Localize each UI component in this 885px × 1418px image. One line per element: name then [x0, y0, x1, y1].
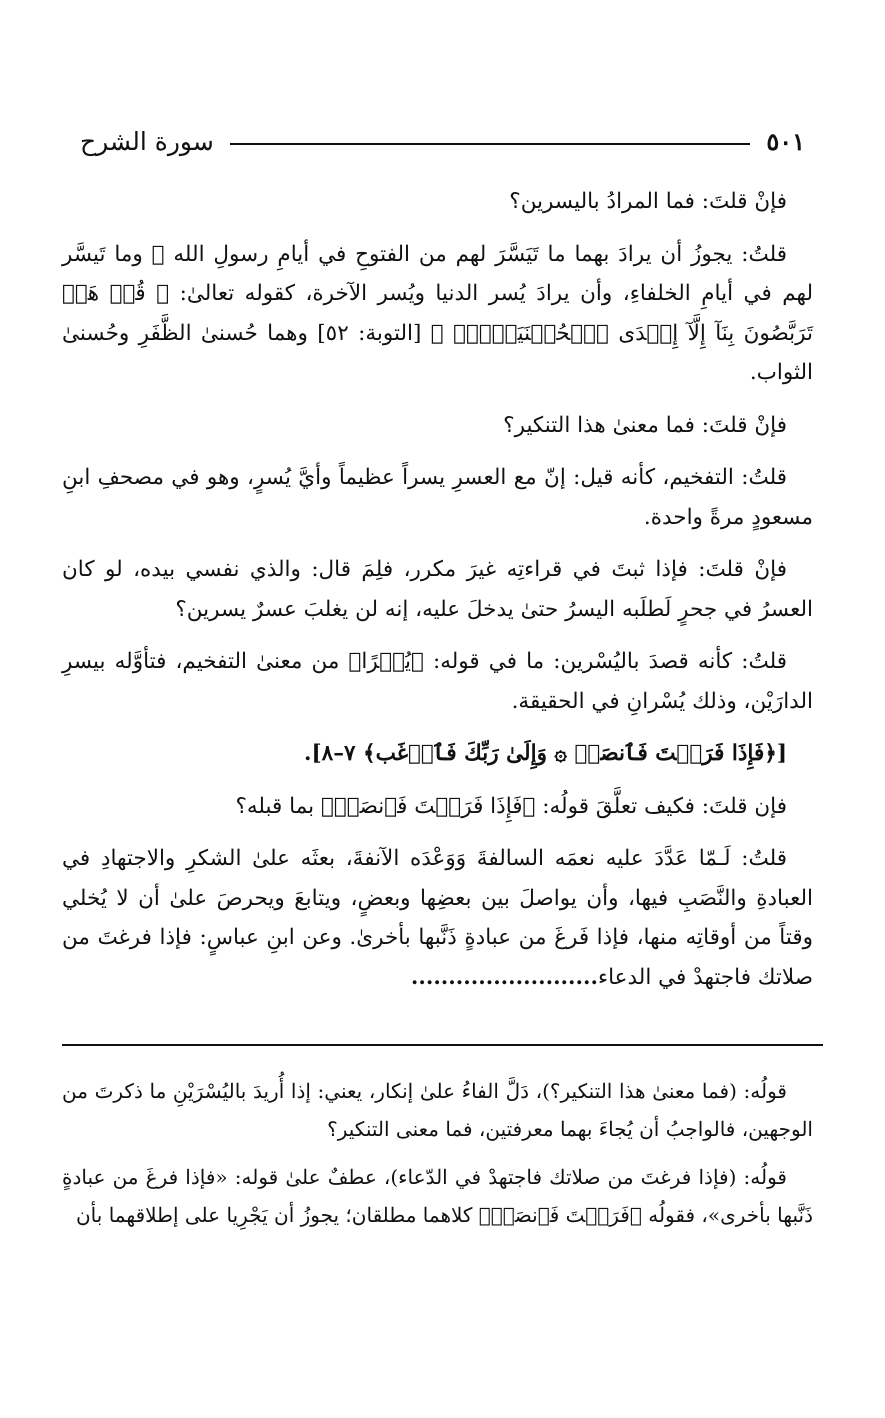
answer-paragraph: قلتُ: يجوزُ أن يرادَ بهما ما تَيَسَّرَ لهم من الفتوحِ في أيامِ رسولِ الله ﷺ وما تَيسَّر لهم في أيامِ الخلفاءِ، وأن يرادَ يُسر الدنيا ويُسر الآخرة، كقوله تعالىٰ: ﴿ قُلۡ هَلۡ تَرَبَّصُونَ بِنَآ إِلَّآ إِحۡدَى ٱلۡحُسۡنَيَيۡنِۖ ﴾ [التوبة: ٥٢] وهما حُسنىٰ الظَّفَرِ وحُسنىٰ الثواب. — [62, 241, 813, 385]
verse-heading: [﴿فَإِذَا فَرَغۡتَ فَٱنصَبۡ ۞ وَإِلَىٰ رَبِّكَ فَٱرۡغَب﴾ ٧–٨]. — [304, 741, 787, 766]
commentary-notes — [62, 1072, 813, 1244]
trailing-dots: ......................... — [410, 964, 598, 990]
question-paragraph: فإنْ قلتَ: فإذا ثبتَ في قراءتِه غيرَ مكرر، فلِمَ قال: والذي نفسي بيده، لو كان العسرُ في جحرٍ لَطلَبه اليسرُ حتىٰ يدخلَ عليه، إنه لن يغلبَ عسرٌ يسرين؟ — [62, 557, 813, 622]
main-text — [62, 182, 813, 1010]
page-number: ٥٠١ — [766, 126, 805, 156]
surah-title: سورة الشرح — [80, 126, 214, 156]
answer-paragraph: قلتُ: التفخيم، كأنه قيل: إنّ مع العسرِ يسراً عظيماً وأيَّ يُسرٍ، وهو في مصحفِ ابنِ مسعودٍ مرةً واحدة. — [62, 465, 813, 530]
header-rule — [230, 143, 751, 145]
note-paragraph: قولُه: (فما معنىٰ هذا التنكير؟)، دَلَّ الفاءُ علىٰ إنكار، يعني: إذا أُريدَ باليُسْرَيْنِ ما ذكرتَ من الوجهين، فالواجبُ أن يُجاءَ بهما معرفتين، فما معنى التنكير؟ — [62, 1079, 813, 1141]
answer-text: قلتُ: لَـمّا عَدَّدَ عليه نعمَه السالفةَ وَوَعْدَه الآنفةَ، بعثَه علىٰ الشكرِ والاجتهادِ في العبادةِ والنَّصَبِ فيها، وأن يواصلَ بين بعضِها وبعضٍ، ويتابعَ ويحرصَ علىٰ أن لا يُخلي وقتاً من أوقاتِه منها، فإذا فَرغَ من عبادةٍ ذَنَّبها بأخرىٰ. وعن ابنِ عباسٍ: فإذا فرغتَ من صلاتك فاجتهدْ في الدعاء — [62, 846, 813, 990]
answer-paragraph: قلتُ: كأنه قصدَ باليُسْرين: ما في قوله: ﴿يُسۡرًا﴾ من معنىٰ التفخيم، فتأوَّله بيسرِ الدارَيْن، وذلك يُسْرانِ في الحقيقة. — [62, 649, 813, 714]
question-paragraph: فإنْ قلتَ: فما المرادُ باليسرين؟ — [509, 189, 787, 214]
note-paragraph: قولُه: (فإذا فرغتَ من صلاتك فاجتهدْ في الدّعاء)، عطفٌ علىٰ قوله: «فإذا فرغَ من عبادةٍ ذَنَّبها بأخرى»، فقولُه ﴿فَرَغۡتَ فَٱنصَبۡ﴾ كلاهما مطلقان؛ يجوزُ أن يَجْرِيا على إطلاقهما بأن — [62, 1165, 813, 1227]
answer-paragraph — [62, 839, 813, 997]
running-header — [80, 118, 805, 164]
question-paragraph: فإنْ قلتَ: فما معنىٰ هذا التنكير؟ — [503, 412, 787, 438]
question-paragraph: فإن قلتَ: فكيف تعلَّقَ قولُه: ﴿فَإِذَا فَرَغۡتَ فَٱنصَبۡ﴾ بما قبله؟ — [235, 793, 787, 819]
footnote-separator — [62, 1044, 823, 1046]
